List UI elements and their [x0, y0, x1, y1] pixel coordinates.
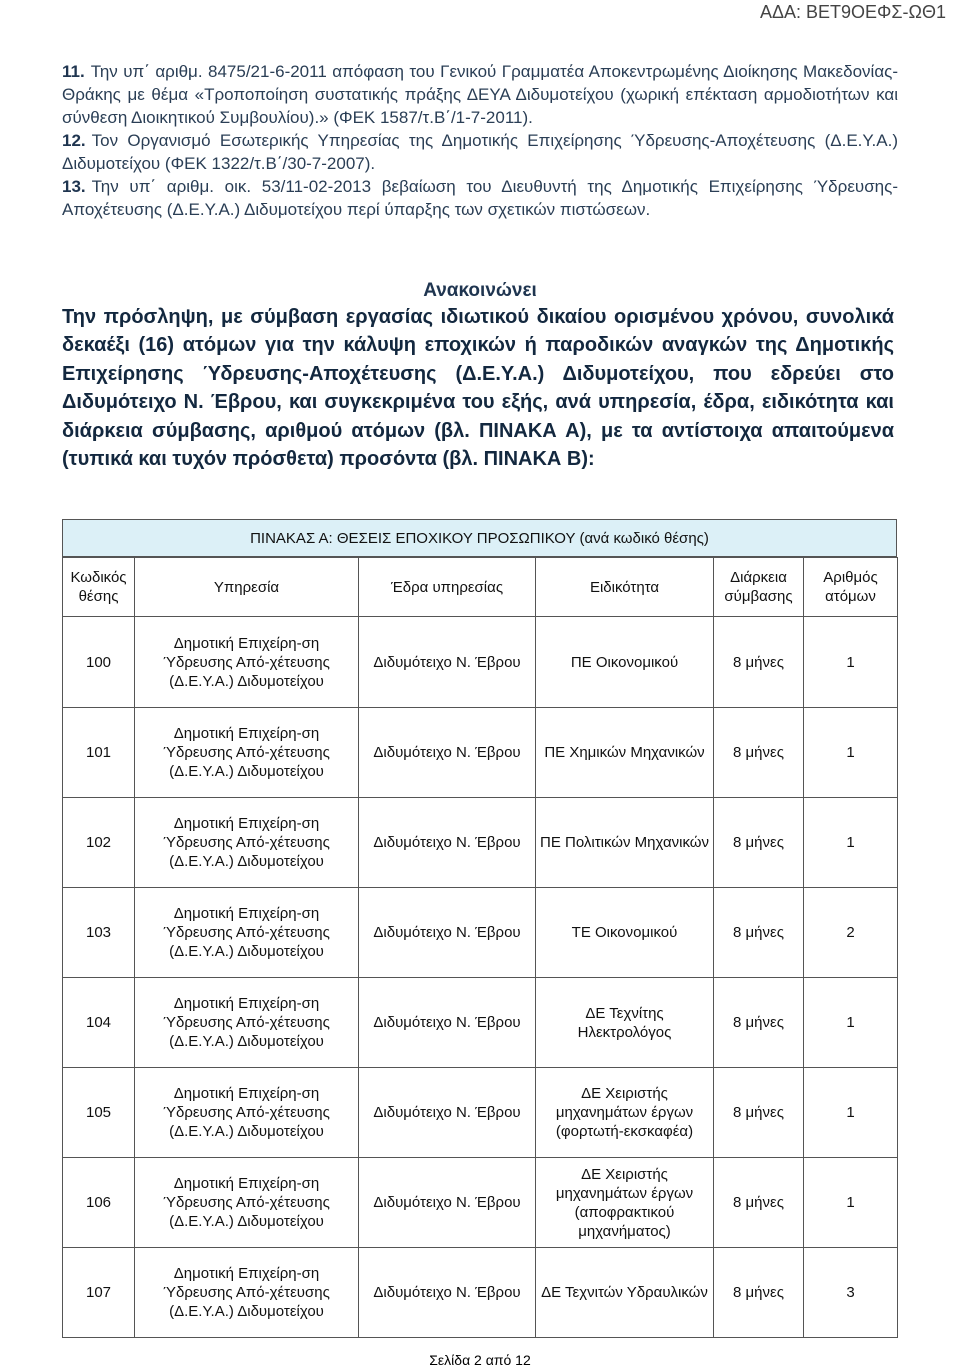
cell-service: Δημοτική Επιχείρη-ση Ύδρευσης Από-χέτευσης (Δ.Ε.Υ.Α.) Διδυμοτείχου — [135, 1158, 359, 1248]
item-number: 13. — [62, 177, 86, 196]
table-row — [63, 1248, 898, 1338]
cell-service: Δημοτική Επιχείρη-ση Ύδρευσης Από-χέτευσης (Δ.Ε.Υ.Α.) Διδυμοτείχου — [135, 888, 359, 978]
ada-code: ΑΔΑ: ΒΕΤ9ΟΕΦΣ-ΩΘ1 — [759, 2, 946, 22]
legal-basis-list — [62, 60, 898, 221]
item-text: Την υπ΄ αριθμ. 8475/21-6-2011 απόφαση του Γενικού Γραμματέα Αποκεντρωμένης Διοίκησης Μακεδονίας-Θράκης με θέμα «Τροποποίηση συστατικής πράξης ΔΕΥΑ Διδυμοτείχου (χωρική επέκταση αρμοδιοτήτων και σύνθεση Διοικητικού Συμβουλίου).» (ΦΕΚ 1587/τ.Β΄/1-7-2011). — [62, 62, 898, 127]
cell-duration: 8 μήνες — [714, 617, 804, 708]
cell-duration: 8 μήνες — [714, 978, 804, 1068]
header-specialty: Ειδικότητα — [536, 558, 714, 617]
positions-table — [62, 557, 898, 1338]
cell-specialty: ΔΕ Χειριστής μηχανημάτων έργων (αποφρακτικού μηχανήματος) — [536, 1158, 714, 1248]
cell-service: Δημοτική Επιχείρη-ση Ύδρευσης Από-χέτευσης (Δ.Ε.Υ.Α.) Διδυμοτείχου — [135, 617, 359, 708]
cell-specialty: ΔΕ Τεχνίτης Ηλεκτρολόγος — [536, 978, 714, 1068]
cell-location: Διδυμότειχο Ν. Έβρου — [359, 1248, 536, 1338]
cell-service: Δημοτική Επιχείρη-ση Ύδρευσης Από-χέτευσης (Δ.Ε.Υ.Α.) Διδυμοτείχου — [135, 798, 359, 888]
cell-count: 1 — [804, 798, 898, 888]
cell-code: 100 — [63, 617, 135, 708]
announce-title: Ανακοινώνει — [423, 280, 537, 301]
cell-count: 1 — [804, 978, 898, 1068]
table-row — [63, 617, 898, 708]
cell-location: Διδυμότειχο Ν. Έβρου — [359, 798, 536, 888]
table-row — [63, 978, 898, 1068]
cell-code: 106 — [63, 1158, 135, 1248]
cell-location: Διδυμότειχο Ν. Έβρου — [359, 1068, 536, 1158]
cell-location: Διδυμότειχο Ν. Έβρου — [359, 708, 536, 798]
cell-code: 102 — [63, 798, 135, 888]
cell-code: 103 — [63, 888, 135, 978]
item-text: Την υπ΄ αριθμ. οικ. 53/11-02-2013 βεβαίωση του Διευθυντή της Δημοτικής Επιχείρησης Ύδρευσης-Αποχέτευσης (Δ.Ε.Υ.Α.) Διδυμοτείχου περί ύπαρξης των σχετικών πιστώσεων. — [62, 177, 898, 219]
cell-service: Δημοτική Επιχείρη-ση Ύδρευσης Από-χέτευσης (Δ.Ε.Υ.Α.) Διδυμοτείχου — [135, 1248, 359, 1338]
cell-count: 1 — [804, 708, 898, 798]
announce-text: Την πρόσληψη, με σύμβαση εργασίας ιδιωτικού δικαίου ορισμένου χρόνου, συνολικά δεκαέξι (16) ατόμων για την κάλυψη εποχικών ή παροδικών αναγκών της Δημοτικής Επιχείρησης Ύδρευσης-Αποχέτευσης (Δ.Ε.Υ.Α.) Διδυμοτείχου, που εδρεύει στο Διδυμότειχο Ν. Έβρου, και συγκεκριμένα του εξής, ανά υπηρεσία, έδρα, ειδικότητα και διάρκεια σύμβασης, αριθμού ατόμων (βλ. ΠΙΝΑΚΑ Α), με τα αντίστοιχα απαιτούμενα (τυπικά και τυχόν πρόσθετα) προσόντα (βλ. ΠΙΝΑΚΑ Β): — [62, 306, 894, 471]
cell-duration: 8 μήνες — [714, 708, 804, 798]
cell-count: 1 — [804, 617, 898, 708]
list-item — [62, 129, 898, 175]
cell-service: Δημοτική Επιχείρη-ση Ύδρευσης Από-χέτευσης (Δ.Ε.Υ.Α.) Διδυμοτείχου — [135, 1068, 359, 1158]
list-item — [62, 175, 898, 221]
cell-specialty: ΠΕ Οικονομικού — [536, 617, 714, 708]
item-number: 11. — [62, 62, 85, 81]
cell-duration: 8 μήνες — [714, 888, 804, 978]
table-title-suffix: (ανά κωδικό θέσης) — [579, 529, 709, 547]
header-service: Υπηρεσία — [135, 558, 359, 617]
cell-duration: 8 μήνες — [714, 1158, 804, 1248]
table-title — [62, 519, 897, 557]
header-location: Έδρα υπηρεσίας — [359, 558, 536, 617]
cell-duration: 8 μήνες — [714, 798, 804, 888]
cell-duration: 8 μήνες — [714, 1248, 804, 1338]
page-number: Σελίδα 2 από 12 — [429, 1352, 531, 1368]
header-count: Αριθμός ατόμων — [804, 558, 898, 617]
cell-code: 104 — [63, 978, 135, 1068]
cell-code: 105 — [63, 1068, 135, 1158]
table-title-main: ΠΙΝΑΚΑΣ Α: ΘΕΣΕΙΣ ΕΠΟΧΙΚΟΥ ΠΡΟΣΩΠΙΚΟΥ — [250, 529, 576, 547]
cell-service: Δημοτική Επιχείρη-ση Ύδρευσης Από-χέτευσης (Δ.Ε.Υ.Α.) Διδυμοτείχου — [135, 708, 359, 798]
table-header-row — [63, 558, 898, 617]
cell-count: 2 — [804, 888, 898, 978]
cell-location: Διδυμότειχο Ν. Έβρου — [359, 888, 536, 978]
table-row — [63, 888, 898, 978]
cell-count: 3 — [804, 1248, 898, 1338]
item-text: Τον Οργανισμό Εσωτερικής Υπηρεσίας της Δημοτικής Επιχείρησης Ύδρευσης-Αποχέτευσης (Δ.Ε.Υ.Α.) Διδυμοτείχου (ΦΕΚ 1322/τ.Β΄/30-7-2007). — [62, 131, 898, 173]
table-row — [63, 708, 898, 798]
cell-location: Διδυμότειχο Ν. Έβρου — [359, 1158, 536, 1248]
cell-specialty: ΠΕ Χημικών Μηχανικών — [536, 708, 714, 798]
cell-count: 1 — [804, 1068, 898, 1158]
header-code: Κωδικός θέσης — [63, 558, 135, 617]
cell-location: Διδυμότειχο Ν. Έβρου — [359, 617, 536, 708]
cell-specialty: ΔΕ Τεχνιτών Υδραυλικών — [536, 1248, 714, 1338]
cell-specialty: ΠΕ Πολιτικών Μηχανικών — [536, 798, 714, 888]
table-row — [63, 1068, 898, 1158]
cell-service: Δημοτική Επιχείρη-ση Ύδρευσης Από-χέτευσης (Δ.Ε.Υ.Α.) Διδυμοτείχου — [135, 978, 359, 1068]
cell-count: 1 — [804, 1158, 898, 1248]
item-number: 12. — [62, 131, 86, 150]
list-item — [62, 60, 898, 129]
header-duration: Διάρκεια σύμβασης — [714, 558, 804, 617]
cell-specialty: ΤΕ Οικονομικού — [536, 888, 714, 978]
cell-code: 107 — [63, 1248, 135, 1338]
cell-location: Διδυμότειχο Ν. Έβρου — [359, 978, 536, 1068]
cell-code: 101 — [63, 708, 135, 798]
cell-specialty: ΔΕ Χειριστής μηχανημάτων έργων (φορτωτή-εκσκαφέα) — [536, 1068, 714, 1158]
table-row — [63, 798, 898, 888]
table-row — [63, 1158, 898, 1248]
cell-duration: 8 μήνες — [714, 1068, 804, 1158]
